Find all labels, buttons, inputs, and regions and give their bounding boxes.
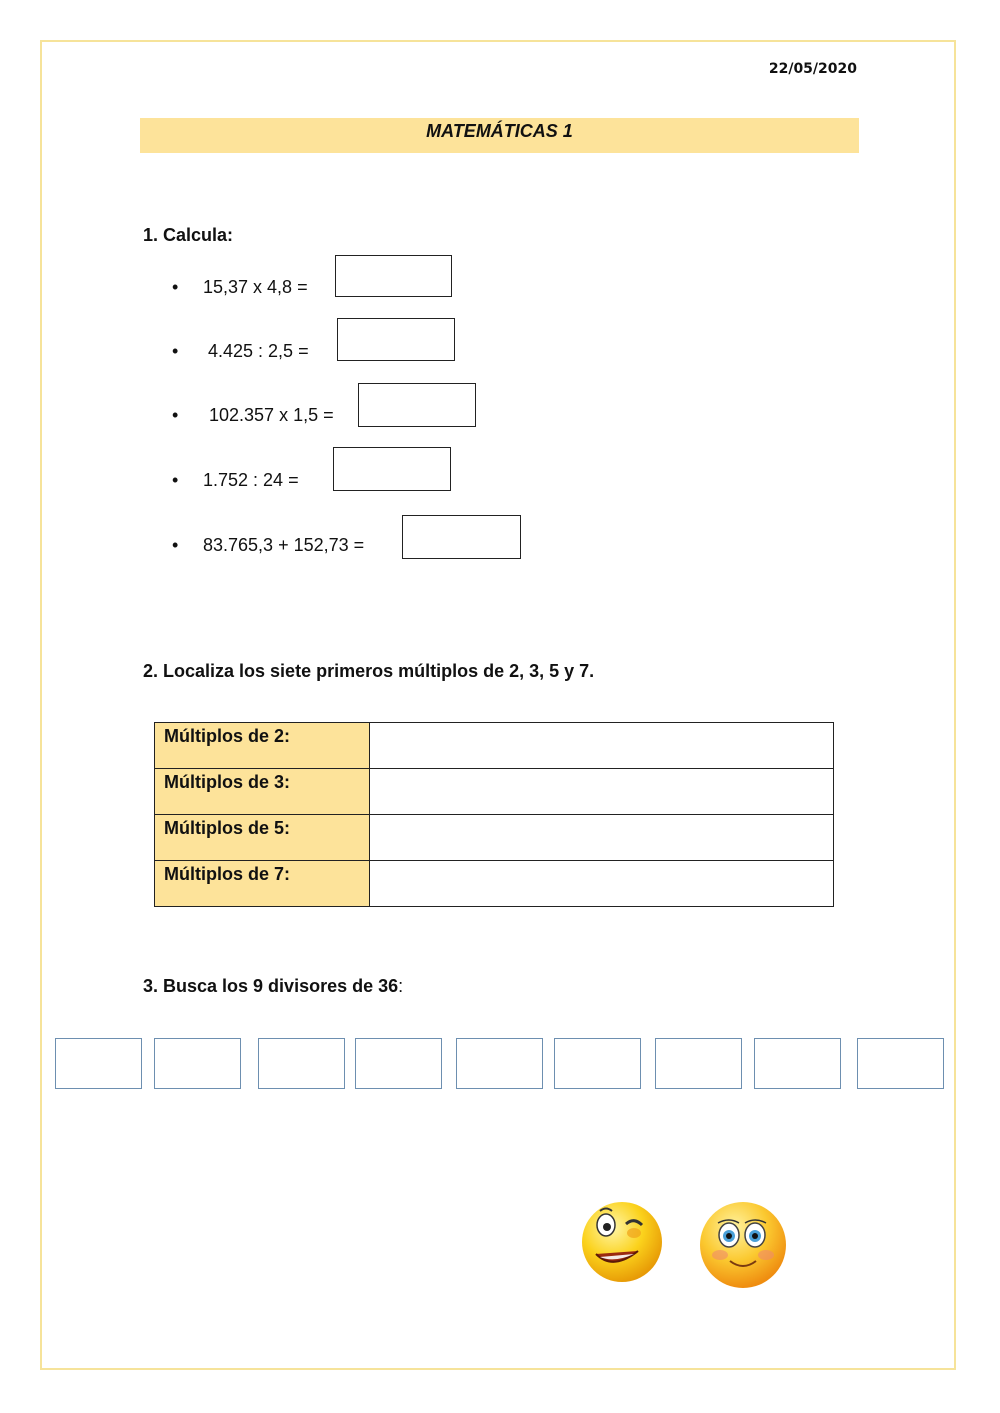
divisor-input[interactable] [258, 1038, 345, 1089]
bullet: • [172, 341, 179, 361]
bullet: • [172, 277, 179, 297]
section-2-heading: 2. Localiza los siete primeros múltiplos de 2, 3, 5 y 7. [143, 661, 595, 681]
multiples-input[interactable] [370, 723, 834, 769]
row-label: Múltiplos de 5: [155, 815, 370, 861]
page-title: MATEMÁTICAS 1 [140, 118, 859, 153]
section-3-heading-text: 3. Busca los 9 divisores de 36 [143, 976, 399, 996]
expression: 15,37 x 4,8 = [203, 277, 308, 297]
divisor-input[interactable] [754, 1038, 841, 1089]
row-label: Múltiplos de 3: [155, 769, 370, 815]
row-label: Múltiplos de 2: [155, 723, 370, 769]
multiples-input[interactable] [370, 769, 834, 815]
section-3-heading [143, 976, 403, 997]
divisor-input[interactable] [456, 1038, 543, 1089]
divisor-input[interactable] [55, 1038, 142, 1089]
heading-colon: : [398, 976, 404, 996]
winking-emoji-icon [578, 1197, 668, 1287]
divisor-input[interactable] [554, 1038, 641, 1089]
expression: 102.357 x 1,5 = [209, 405, 334, 425]
table-row [155, 723, 834, 769]
table-row [155, 815, 834, 861]
answer-input[interactable] [333, 447, 451, 491]
divisor-input[interactable] [154, 1038, 241, 1089]
multiples-table [154, 722, 834, 907]
multiples-input[interactable] [370, 861, 834, 907]
answer-input[interactable] [337, 318, 455, 361]
divisor-input[interactable] [857, 1038, 944, 1089]
multiples-input[interactable] [370, 815, 834, 861]
divisor-input[interactable] [355, 1038, 442, 1089]
table-row [155, 769, 834, 815]
divisor-input[interactable] [655, 1038, 742, 1089]
section-1-heading: 1. Calcula: [143, 225, 234, 245]
row-label: Múltiplos de 7: [155, 861, 370, 907]
answer-input[interactable] [402, 515, 521, 559]
table-row [155, 861, 834, 907]
answer-input[interactable] [335, 255, 452, 297]
expression: 1.752 : 24 = [203, 470, 299, 490]
bullet: • [172, 535, 179, 555]
expression: 83.765,3 + 152,73 = [203, 535, 365, 555]
expression: 4.425 : 2,5 = [208, 341, 309, 361]
smiling-emoji-icon [696, 1199, 790, 1291]
bullet: • [172, 405, 179, 425]
answer-input[interactable] [358, 383, 476, 427]
worksheet-date: 22/05/2020 [768, 61, 857, 77]
bullet: • [172, 470, 179, 490]
